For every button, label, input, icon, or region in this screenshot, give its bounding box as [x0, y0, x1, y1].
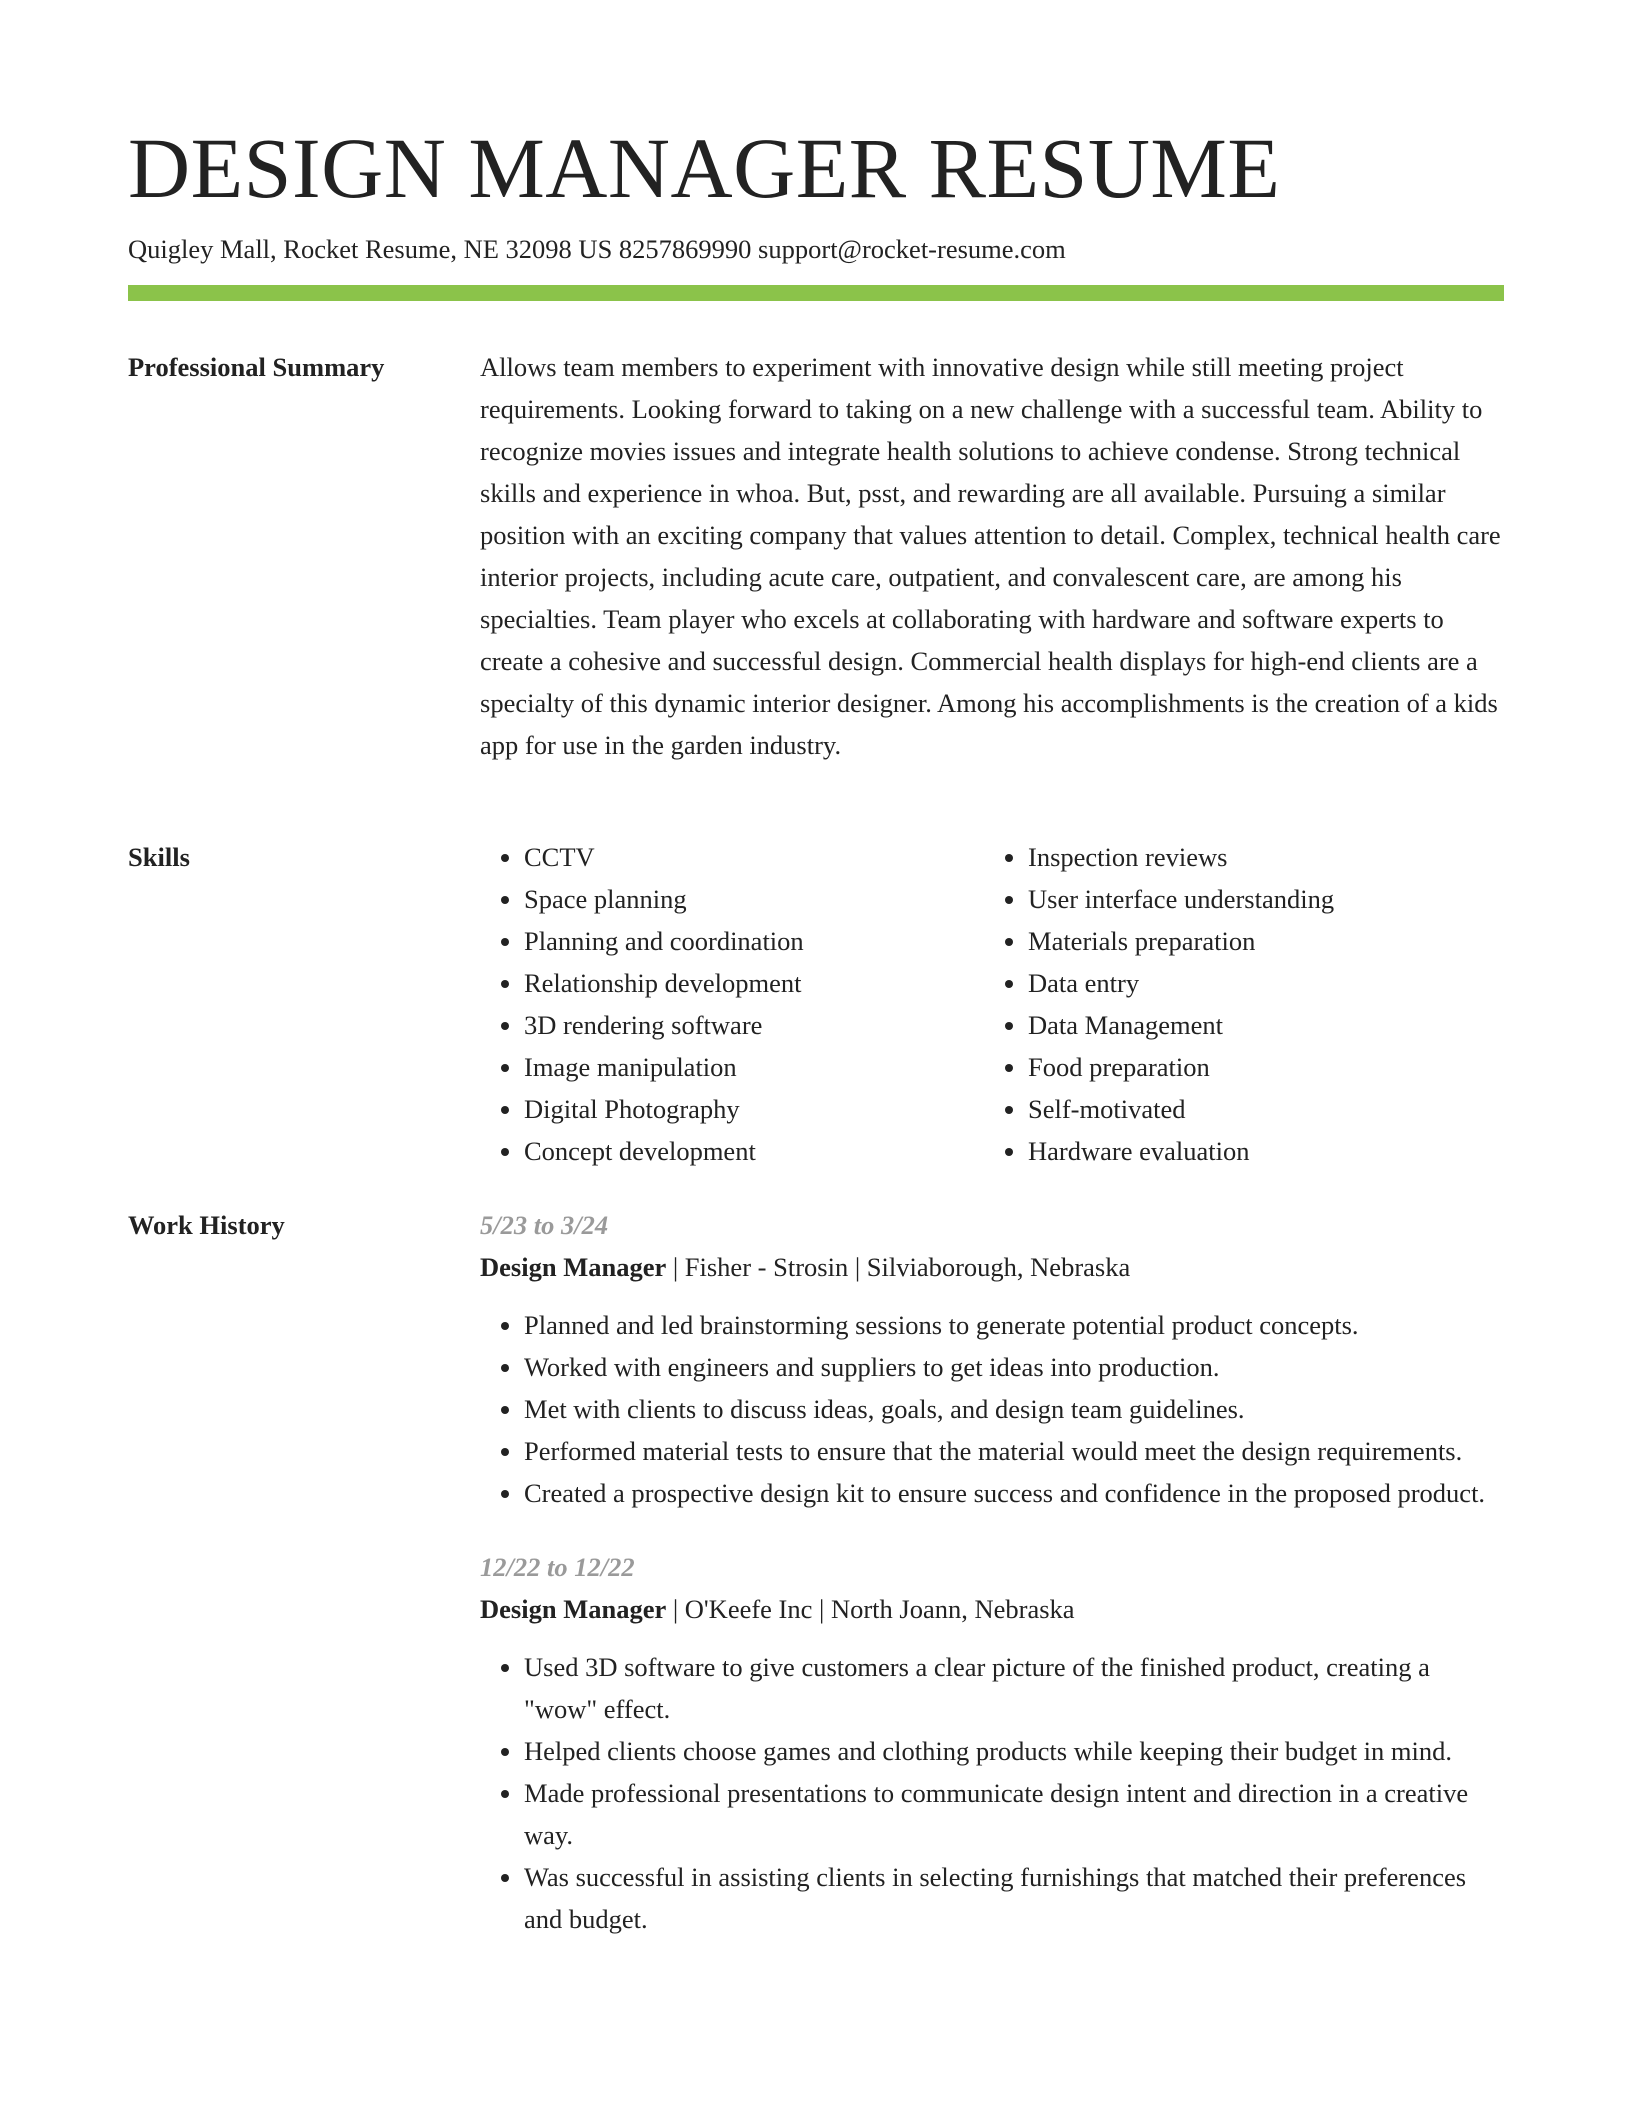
- list-item: • 3D rendering software: [524, 1004, 984, 1046]
- skills-column-right: [984, 836, 1488, 1172]
- accent-divider: [128, 285, 1504, 301]
- list-item: • Met with clients to discuss ideas, goals, and design team guidelines.: [524, 1388, 1504, 1430]
- list-item: • Planned and led brainstorming sessions to generate potential product concepts.: [524, 1304, 1504, 1346]
- list-item: • Relationship development: [524, 962, 984, 1004]
- skills-body: [480, 836, 1504, 1172]
- list-item: • Self-motivated: [1028, 1088, 1488, 1130]
- job-entry: [480, 1204, 1504, 1514]
- job-dates: 12/22 to 12/22: [480, 1552, 635, 1582]
- job-title: Design Manager: [480, 1252, 667, 1282]
- list-item: • Performed material tests to ensure that the material would meet the design requirements.: [524, 1430, 1504, 1472]
- skills-label: Skills: [128, 842, 190, 872]
- list-item: • Image manipulation: [524, 1046, 984, 1088]
- job-heading: [480, 1246, 1504, 1288]
- job-heading: [480, 1588, 1504, 1630]
- summary-label: Professional Summary: [128, 352, 385, 382]
- list-item: • Worked with engineers and suppliers to get ideas into production.: [524, 1346, 1504, 1388]
- list-item: • Helped clients choose games and clothing products while keeping their budget in mind.: [524, 1730, 1504, 1772]
- skills-column-left: [480, 836, 984, 1172]
- list-item: • Inspection reviews: [1028, 836, 1488, 878]
- list-item: • Made professional presentations to communicate design intent and direction in a creative way.: [524, 1772, 1504, 1856]
- job-dates: 5/23 to 3/24: [480, 1210, 609, 1240]
- work-history-label: Work History: [128, 1210, 285, 1240]
- work-history-body: [480, 1204, 1504, 1972]
- list-item: • Concept development: [524, 1130, 984, 1172]
- list-item: • Planning and coordination: [524, 920, 984, 962]
- list-item: • User interface understanding: [1028, 878, 1488, 920]
- job-entry: [480, 1546, 1504, 1940]
- job-details: | Fisher - Strosin | Silviaborough, Nebraska: [666, 1252, 1131, 1282]
- job-details: | O'Keefe Inc | North Joann, Nebraska: [666, 1594, 1075, 1624]
- job-bullets: [480, 1304, 1504, 1514]
- resume-title: DESIGN MANAGER RESUME: [128, 120, 1281, 216]
- list-item: • Food preparation: [1028, 1046, 1488, 1088]
- list-item: • Used 3D software to give customers a clear picture of the finished product, creating a "wow" effect.: [524, 1646, 1504, 1730]
- list-item: • Materials preparation: [1028, 920, 1488, 962]
- list-item: • Hardware evaluation: [1028, 1130, 1488, 1172]
- list-item: • Digital Photography: [524, 1088, 984, 1130]
- summary-text: Allows team members to experiment with innovative design while still meeting project requirements. Looking forward to taking on a new challenge with a successful team. Ability to recognize movies issues and integrate health solutions to achieve condense. Strong technical skills and experience in whoa. But, psst, and rewarding are all available. Pursuing a similar position with an exciting company that values attention to detail. Complex, technical health care interior projects, including acute care, outpatient, and convalescent care, are among his specialties. Team player who excels at collaborating with hardware and software experts to create a cohesive and successful design. Commercial health displays for high-end clients are a specialty of this dynamic interior designer. Among his accomplishments is the creation of a kids app for use in the garden industry.: [480, 352, 1501, 760]
- list-item: • Was successful in assisting clients in selecting furnishings that matched their preferences and budget.: [524, 1856, 1504, 1940]
- job-title: Design Manager: [480, 1594, 667, 1624]
- summary-body: [480, 346, 1504, 766]
- list-item: • Data entry: [1028, 962, 1488, 1004]
- list-item: • Space planning: [524, 878, 984, 920]
- list-item: • Created a prospective design kit to ensure success and confidence in the proposed product.: [524, 1472, 1504, 1514]
- list-item: • CCTV: [524, 836, 984, 878]
- contact-line: Quigley Mall, Rocket Resume, NE 32098 US 8257869990 support@rocket-resume.com: [128, 234, 1066, 264]
- skills-grid: [480, 836, 1504, 1172]
- list-item: • Data Management: [1028, 1004, 1488, 1046]
- job-bullets: [480, 1646, 1504, 1940]
